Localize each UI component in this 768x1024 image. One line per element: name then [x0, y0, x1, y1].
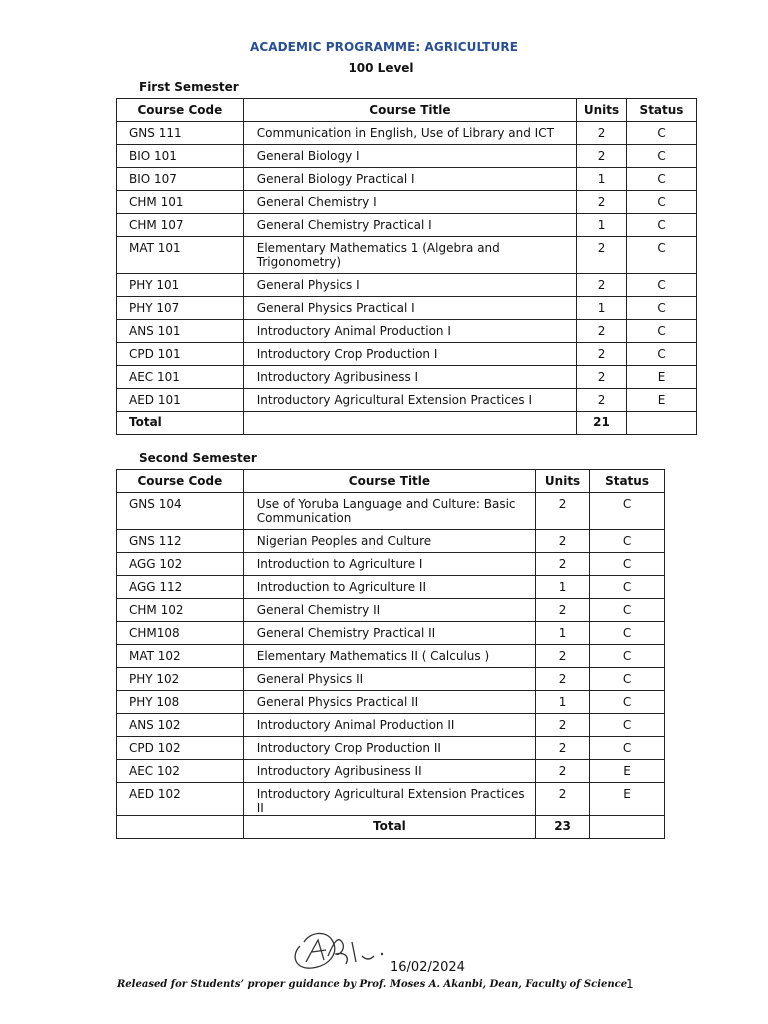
course-units: 1 [536, 691, 590, 714]
course-title: General Chemistry II [243, 599, 535, 622]
table-row [117, 343, 697, 366]
course-code: PHY 107 [117, 297, 244, 320]
course-code: AEC 102 [117, 760, 244, 783]
course-title: General Physics Practical II [243, 691, 535, 714]
course-status: C [590, 530, 665, 553]
course-title: Introductory Animal Production I [243, 320, 576, 343]
table-row [117, 576, 665, 599]
course-title: Introductory Animal Production II [243, 714, 535, 737]
course-title: Introduction to Agriculture II [243, 576, 535, 599]
total-empty-cell [117, 816, 244, 839]
course-title: Introductory Agribusiness I [243, 366, 576, 389]
course-status: C [627, 214, 697, 237]
course-status: C [627, 320, 697, 343]
column-header-status: Status [627, 99, 697, 122]
course-title: Introductory Crop Production II [243, 737, 535, 760]
course-units: 2 [536, 493, 590, 530]
total-label: Total [243, 816, 535, 839]
total-empty-cell [243, 412, 576, 435]
table-row [117, 237, 697, 274]
course-units: 2 [536, 783, 590, 816]
course-code: BIO 107 [117, 168, 244, 191]
table-row [117, 122, 697, 145]
course-title: General Biology I [243, 145, 576, 168]
table-row [117, 553, 665, 576]
course-status: C [590, 737, 665, 760]
course-units: 2 [536, 760, 590, 783]
course-title: General Chemistry I [243, 191, 576, 214]
course-title: Introduction to Agriculture I [243, 553, 535, 576]
course-units: 1 [577, 168, 627, 191]
course-units: 2 [577, 237, 627, 274]
course-code: AEC 101 [117, 366, 244, 389]
total-units: 23 [536, 816, 590, 839]
course-status: C [627, 274, 697, 297]
total-label: Total [117, 412, 244, 435]
course-title: General Physics Practical I [243, 297, 576, 320]
column-header-title: Course Title [243, 470, 535, 493]
course-code: GNS 112 [117, 530, 244, 553]
course-units: 1 [536, 622, 590, 645]
course-title: General Chemistry Practical II [243, 622, 535, 645]
course-units: 2 [577, 389, 627, 412]
course-title: Introductory Agribusiness II [243, 760, 535, 783]
course-title: Elementary Mathematics II ( Calculus ) [243, 645, 535, 668]
table-row [117, 691, 665, 714]
course-code: CHM108 [117, 622, 244, 645]
course-title: General Physics II [243, 668, 535, 691]
course-code: ANS 101 [117, 320, 244, 343]
course-units: 2 [536, 737, 590, 760]
table-row [117, 599, 665, 622]
column-header-status: Status [590, 470, 665, 493]
course-title: General Chemistry Practical I [243, 214, 576, 237]
course-units: 2 [536, 645, 590, 668]
course-title: Introductory Agricultural Extension Practices II [243, 783, 535, 816]
course-code: CPD 102 [117, 737, 244, 760]
table-row [117, 783, 665, 816]
column-header-code: Course Code [117, 99, 244, 122]
total-empty-cell [590, 816, 665, 839]
course-units: 2 [577, 320, 627, 343]
course-code: BIO 101 [117, 145, 244, 168]
release-date: 16/02/2024 [390, 960, 465, 975]
course-status: C [590, 599, 665, 622]
course-status: E [590, 783, 665, 816]
course-code: CHM 101 [117, 191, 244, 214]
course-code: MAT 101 [117, 237, 244, 274]
course-status: C [627, 343, 697, 366]
table-row [117, 493, 665, 530]
course-status: C [627, 145, 697, 168]
table-row [117, 714, 665, 737]
total-row [117, 412, 697, 435]
table-row [117, 760, 665, 783]
course-units: 2 [577, 343, 627, 366]
course-code: PHY 102 [117, 668, 244, 691]
course-units: 1 [536, 576, 590, 599]
course-title: Communication in English, Use of Library and ICT [243, 122, 576, 145]
second-semester-table [116, 469, 665, 839]
table-row [117, 366, 697, 389]
course-code: AGG 102 [117, 553, 244, 576]
course-code: PHY 101 [117, 274, 244, 297]
total-empty-cell [627, 412, 697, 435]
course-title: Nigerian Peoples and Culture [243, 530, 535, 553]
course-code: AED 101 [117, 389, 244, 412]
course-code: GNS 111 [117, 122, 244, 145]
course-code: ANS 102 [117, 714, 244, 737]
page-title: ACADEMIC PROGRAMME: AGRICULTURE [249, 40, 519, 54]
course-status: C [590, 668, 665, 691]
course-status: E [627, 389, 697, 412]
course-code: MAT 102 [117, 645, 244, 668]
course-title: Elementary Mathematics 1 (Algebra and Trigonometry) [243, 237, 576, 274]
course-units: 2 [536, 599, 590, 622]
course-units: 2 [577, 274, 627, 297]
course-units: 2 [536, 530, 590, 553]
course-title: General Biology Practical I [243, 168, 576, 191]
table-row [117, 668, 665, 691]
course-code: GNS 104 [117, 493, 244, 530]
table-header-row [117, 99, 697, 122]
course-status: C [590, 493, 665, 530]
course-units: 2 [577, 366, 627, 389]
course-status: C [590, 645, 665, 668]
course-units: 2 [577, 191, 627, 214]
course-units: 2 [577, 122, 627, 145]
course-code: PHY 108 [117, 691, 244, 714]
table-row [117, 530, 665, 553]
course-units: 2 [536, 668, 590, 691]
course-code: CPD 101 [117, 343, 244, 366]
page-number: 1 [626, 977, 634, 991]
column-header-code: Course Code [117, 470, 244, 493]
course-code: CHM 107 [117, 214, 244, 237]
table-row [117, 191, 697, 214]
course-title: Introductory Agricultural Extension Practices I [243, 389, 576, 412]
course-status: C [627, 237, 697, 274]
table-row [117, 320, 697, 343]
course-code: AGG 112 [117, 576, 244, 599]
table-row [117, 145, 697, 168]
table-row [117, 389, 697, 412]
course-status: C [627, 191, 697, 214]
course-status: C [590, 553, 665, 576]
course-units: 1 [577, 214, 627, 237]
table-row [117, 622, 665, 645]
first-semester-table [116, 98, 697, 435]
course-units: 2 [577, 145, 627, 168]
table-header-row [117, 470, 665, 493]
total-row [117, 816, 665, 839]
course-status: C [590, 714, 665, 737]
level-heading: 100 Level [348, 61, 414, 75]
release-note: Released for Students’ proper guidance by Prof. Moses A. Akanbi, Dean, Faculty of Science [117, 979, 628, 990]
table-row [117, 214, 697, 237]
course-status: C [627, 168, 697, 191]
course-units: 2 [536, 553, 590, 576]
course-units: 1 [577, 297, 627, 320]
course-status: C [627, 122, 697, 145]
course-title: Use of Yoruba Language and Culture: Basic Communication [243, 493, 535, 530]
course-title: General Physics I [243, 274, 576, 297]
course-status: C [590, 622, 665, 645]
first-semester-heading: First Semester [139, 80, 239, 94]
signature [286, 912, 392, 976]
table-row [117, 297, 697, 320]
second-semester-heading: Second Semester [139, 451, 257, 465]
course-status: C [590, 576, 665, 599]
total-units: 21 [577, 412, 627, 435]
course-title: Introductory Crop Production I [243, 343, 576, 366]
table-row [117, 274, 697, 297]
column-header-units: Units [536, 470, 590, 493]
course-status: C [590, 691, 665, 714]
table-row [117, 168, 697, 191]
table-row [117, 737, 665, 760]
course-code: AED 102 [117, 783, 244, 816]
course-status: C [627, 297, 697, 320]
column-header-title: Course Title [243, 99, 576, 122]
course-units: 2 [536, 714, 590, 737]
course-status: E [590, 760, 665, 783]
table-row [117, 645, 665, 668]
course-code: CHM 102 [117, 599, 244, 622]
column-header-units: Units [577, 99, 627, 122]
course-status: E [627, 366, 697, 389]
